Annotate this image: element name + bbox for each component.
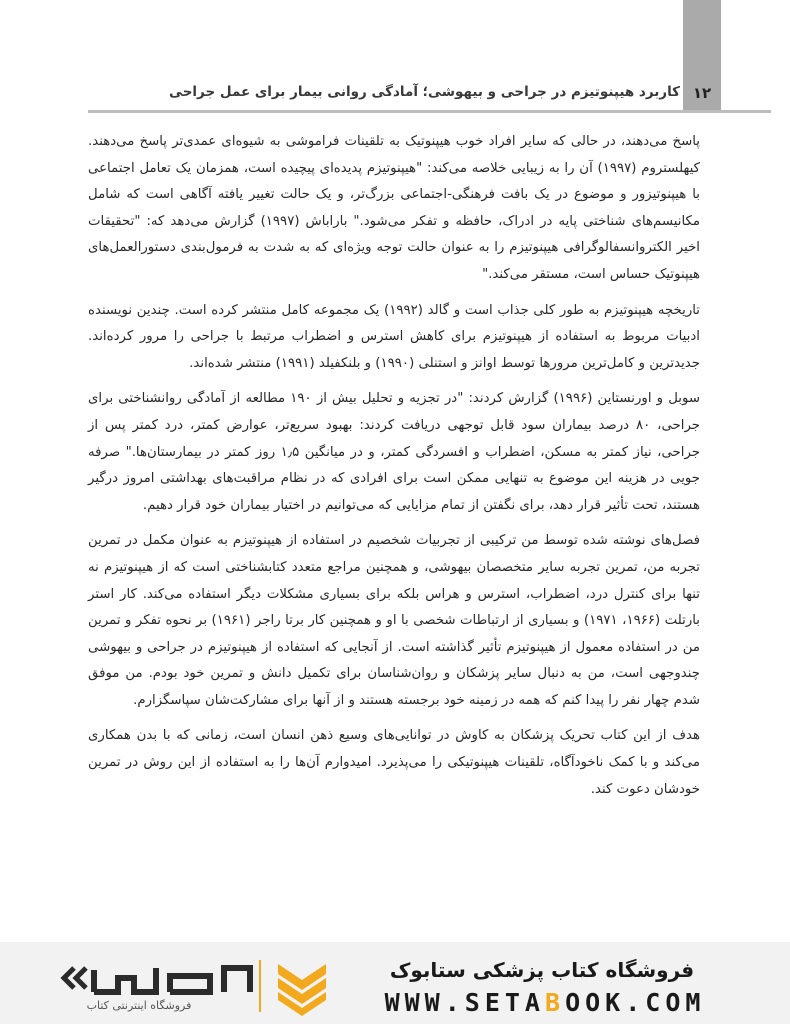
paragraph-3: سوبل و اورنستاین (۱۹۹۶) گزارش کردند: "در تجزیه و تحلیل بیش از ۱۹۰ مطالعه از آمادگی روانشناختی برای جراحی، ۸۰ درصد بیماران سود قابل توجهی دریافت کردند: بهبود سریع‌تر، عوارض کمتر، درد کمتر پس از جراحی، نیاز کمتر به مسکن، اضطراب و افسردگی کمتر، و در میانگین ۱٫۵ روز کمتر در بیمارستان‌ها." صرفه جویی در هزینه این موضوع به تنهایی ممکن است برای افرادی که در نظام مراقبت‌های بهداشتی امروز درگیر هستند، تحت تأثیر قرار دهد، برای نگفتن از تمام مزایایی که می‌توانیم در اختیار بیماران خود قرار دهیم. [88,391,701,513]
paragraph-1: پاسخ می‌دهند، در حالی که سایر افراد خوب هیپنوتیک به تلقینات فراموشی به شیوه‌ای عمدی‌تر پاسخ می‌دهند. کیهلستروم (۱۹۹۷) آن را به زیبایی خلاصه می‌کند: "هیپنوتیزم پدیده‌ای پیچیده است، همزمان یک تعامل اجتماعی با هیپنوتیزور و موضوع در یک بافت فرهنگی-اجتماعی بزرگ‌تر، و یک حالت تغییر یافته آگاهی است که شامل مکانیسم‌های شناختی پایه در ادراک، حافظه و تفکر می‌شود." باراباش (۱۹۹۷) گزارش می‌دهد که: "تحقیقات اخیر الکتروانسفالوگرافی هیپنوتیزم را به عنوان حالت توجه ویژه‌ای که به شدت به فرمول‌بندی دستورالعمل‌های هیپنوتیک حساس است، مستقر می‌کند." [88,134,700,282]
store-url-part: WWW.SETA [384,988,545,1017]
store-url-accent-letter: B [545,988,566,1017]
store-url-part: OOK.COM [565,988,706,1017]
paragraph-2: تاریخچه هیپنوتیزم به طور کلی جذاب است و گالد (۱۹۹۲) یک مجموعه کامل منتشر کرده است. چندین نویسنده ادبیات مربوط به استفاده از هیپنوتیزم برای کاهش استرس و اضطراب مرتبط با جراحی را مرور کرده‌اند. جدیدترین و کامل‌ترین مرورها توسط اوانز و استنلی (۱۹۹۰) و بلنکفیلد (۱۹۹۱) منتشر شده‌اند. [88,302,700,371]
store-url-link[interactable] [360,988,730,1017]
page-number: ۱۲ [692,84,712,102]
header-divider [88,110,771,113]
bottom-fade-overlay [0,850,790,945]
logo-tagline: فروشگاه اینترنتی کتاب [86,999,192,1012]
paragraph-4: فصل‌های نوشته شده توسط من ترکیبی از تجربیات شخصیم در استفاده از هیپنوتیزم به عنوان مکمل در تمرین تجربه من، تمرین تجربه سایر متخصصان بیهوشی، و همچنین مراجع متعدد کتابشناختی است که از هیپنوتیزم نه تنها برای کنترل درد، اضطراب، استرس و هراس بلکه برای بسیاری مشکلات دیگر استفاده می‌کند. کار استر بارتلت (۱۹۶۶، ۱۹۷۱) و بسیاری از ارتباطات شخصی با او و همچنین کار برتا راجر (۱۹۶۱) بر نحوه تفکر و تمرین من در استفاده معمول از هیپنوتیزم تأثیر گذاشته است. از آنجایی که استفاده از هیپنوتیزم در جراحی و بیهوشی چندوجهی است، من به دنبال سایر پزشکان و روان‌شناسان برای تکمیل دانش و تمرین خود بودم. من موفق شدم چهار نفر را پیدا کنم که همه در زمینه خود برجسته هستند و از آنها برای مشارکت‌شان سپاسگزارم. [88,533,701,708]
body-text [88,129,700,812]
store-name[interactable]: فروشگاه کتاب پزشکی ستابوک [389,958,695,982]
running-header: کاربرد هیپنوتیزم در جراحی و بیهوشی؛ آمادگی روانی بیمار برای عمل جراحی [169,84,680,100]
paragraph-5: هدف از این کتاب تحریک پزشکان به کاوش در توانایی‌های وسیع ذهن انسان است، زمانی که با بدن همکاری می‌کند و با کمک ناخودآگاه، تلقینات هیپنوتیکی را می‌پذیرد. امیدوارم آن‌ها را به استفاده از این روش در تمرین خودشان دعوت کند. [88,728,700,797]
